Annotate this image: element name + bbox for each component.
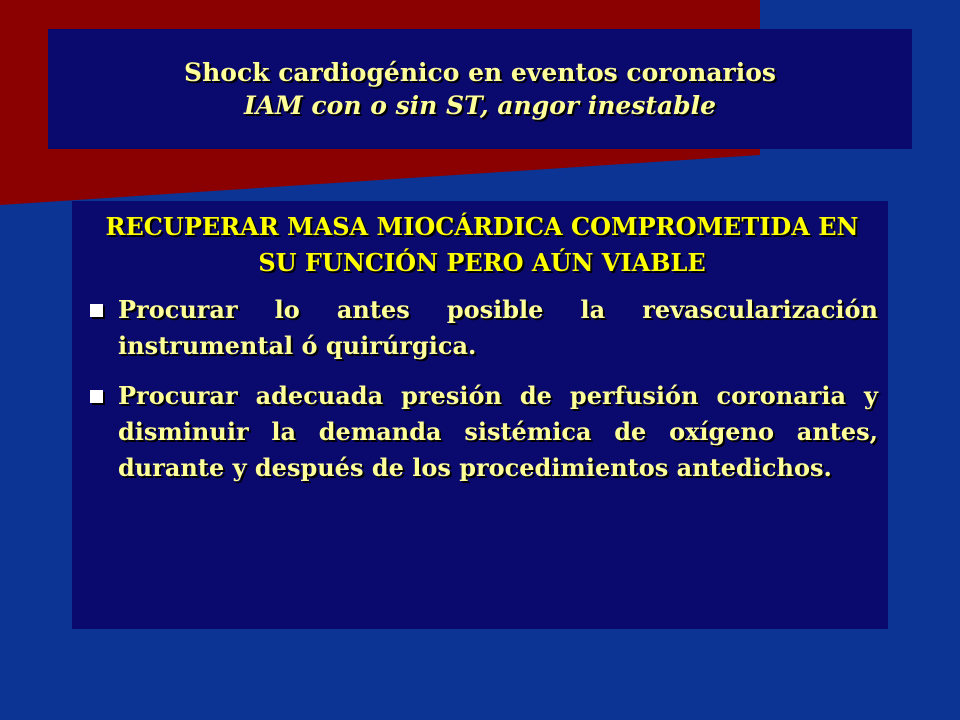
square-bullet-icon (90, 304, 103, 317)
bullet-list (86, 292, 878, 486)
square-bullet-icon (90, 390, 103, 403)
content-box (72, 201, 888, 629)
slide-subtitle: IAM con o sin ST, angor inestable (243, 91, 717, 120)
bullet-text: Procurar lo antes posible la revascularización instrumental ó quirúrgica. (118, 295, 878, 360)
title-box (48, 29, 912, 149)
bullet-item (86, 292, 878, 364)
section-heading: RECUPERAR MASA MIOCÁRDICA COMPROMETIDA EN SU FUNCIÓN PERO AÚN VIABLE (105, 212, 859, 277)
bullet-text: Procurar adecuada presión de perfusión coronaria y disminuir la demanda sistémica de oxígeno antes, durante y después de los procedimientos antedichos. (118, 381, 878, 482)
bullet-item (86, 378, 878, 486)
slide-title: Shock cardiogénico en eventos coronarios (184, 58, 776, 87)
